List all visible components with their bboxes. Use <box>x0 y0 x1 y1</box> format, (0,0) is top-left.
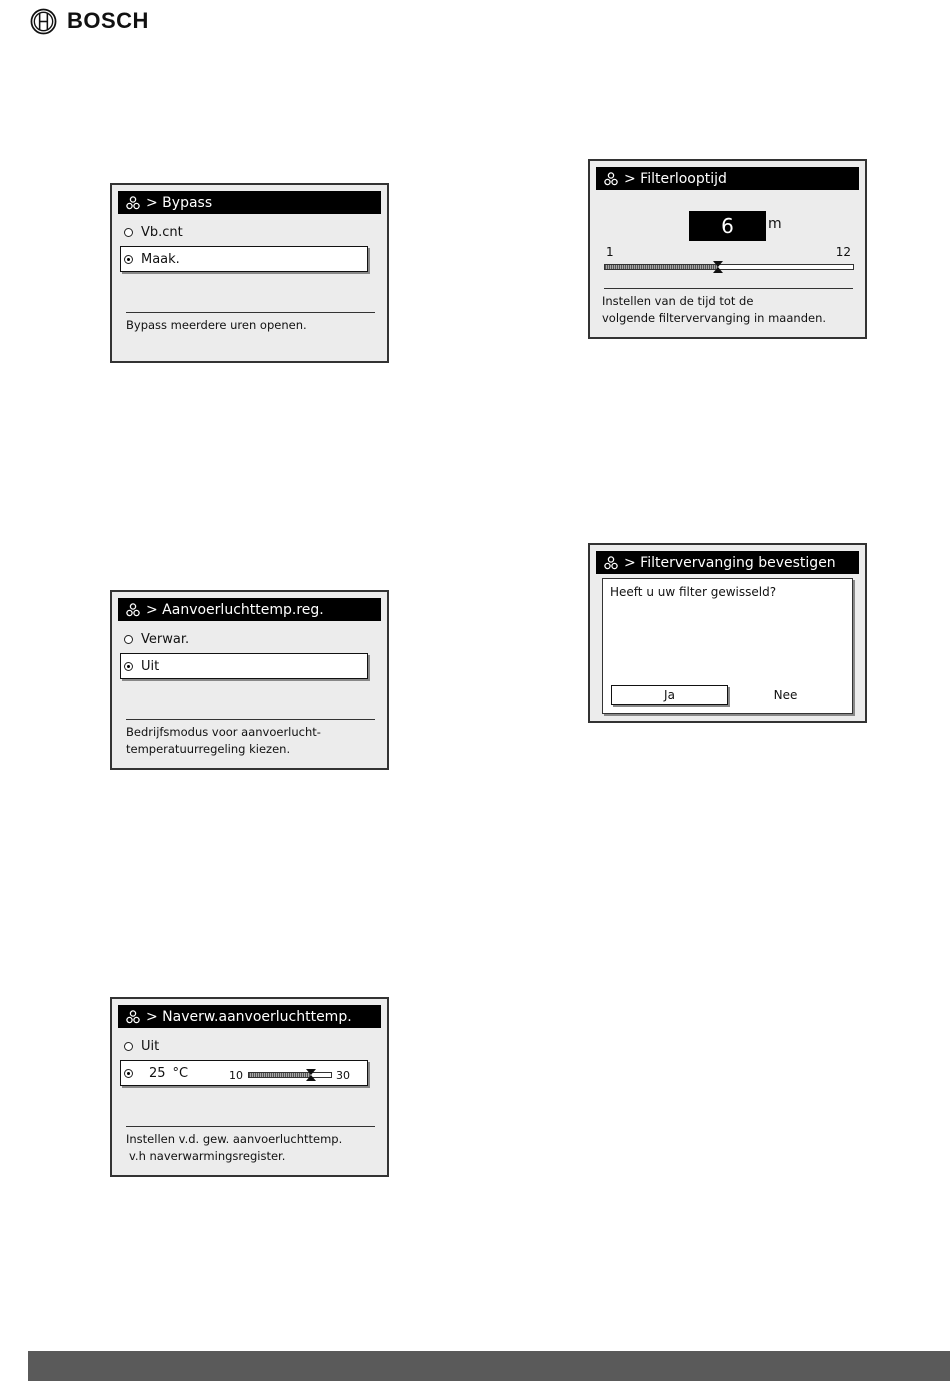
radio-selected-icon <box>124 255 133 264</box>
screen-title-bar <box>118 191 381 214</box>
description-line-2: temperatuurregeling kiezen. <box>126 742 291 756</box>
divider <box>126 719 375 720</box>
screen-title-bar <box>596 167 859 190</box>
divider <box>604 288 853 289</box>
option-uit[interactable] <box>124 659 159 674</box>
option-label: Verwar. <box>141 632 190 647</box>
slider-fill <box>249 1073 311 1077</box>
option-label: Uit <box>141 659 160 674</box>
slider-max-label: 12 <box>835 245 851 259</box>
fan-icon <box>126 196 140 210</box>
brand-logo <box>30 6 149 36</box>
description-line-2: v.h naverwarmingsregister. <box>129 1149 286 1163</box>
page-footer-bar <box>28 1351 950 1381</box>
screen-description <box>126 1131 379 1165</box>
divider <box>126 1126 375 1127</box>
description-line-1: Instellen van de tijd tot de <box>602 294 754 308</box>
slider-min-label: 10 <box>229 1069 243 1082</box>
value-display[interactable]: 6 <box>689 211 766 241</box>
supply-temp-screen <box>110 590 389 770</box>
screen-title-bar <box>596 551 859 574</box>
radio-unselected-icon <box>124 228 133 237</box>
no-button[interactable]: Nee <box>773 688 798 702</box>
option-maak[interactable] <box>124 252 180 267</box>
filter-confirm-screen <box>588 543 867 723</box>
option-label: Vb.cnt <box>141 225 183 240</box>
bypass-screen <box>110 183 389 363</box>
dialog-question: Heeft u uw filter gewisseld? <box>610 585 777 599</box>
slider-thumb-icon[interactable] <box>713 261 723 273</box>
slider-fill <box>605 265 718 269</box>
screen-title: > Filterlooptijd <box>624 170 727 187</box>
setpoint-slider[interactable] <box>248 1072 332 1078</box>
option-uit[interactable] <box>124 1039 159 1054</box>
runtime-slider[interactable] <box>604 264 854 270</box>
brand-name: BOSCH <box>67 8 149 33</box>
radio-selected-icon <box>124 662 133 671</box>
divider <box>126 312 375 313</box>
description-line-2: volgende filtervervanging in maanden. <box>602 311 827 325</box>
radio-unselected-icon <box>124 1042 133 1051</box>
description-line-1: Instellen v.d. gew. aanvoerluchttemp. <box>126 1132 343 1146</box>
dialog-box <box>602 578 853 714</box>
value-unit: m <box>768 216 782 232</box>
screen-description <box>126 724 379 758</box>
radio-unselected-icon <box>124 635 133 644</box>
slider-min-label: 1 <box>606 245 614 259</box>
option-setpoint[interactable] <box>124 1066 188 1081</box>
setpoint-value: 25 <box>149 1066 166 1081</box>
screen-description: Bypass meerdere uren openen. <box>126 318 307 332</box>
fan-icon <box>604 172 618 186</box>
post-heat-screen <box>110 997 389 1177</box>
fan-icon <box>604 556 618 570</box>
bosch-armature-icon <box>30 8 57 35</box>
screen-title-bar <box>118 598 381 621</box>
option-verwar[interactable] <box>124 632 189 647</box>
option-label: Uit <box>141 1039 160 1054</box>
setpoint-unit: °C <box>172 1066 189 1081</box>
radio-selected-icon <box>124 1069 133 1078</box>
yes-button[interactable]: Ja <box>611 685 728 705</box>
screen-title: > Bypass <box>146 194 213 211</box>
fan-icon <box>126 1010 140 1024</box>
fan-icon <box>126 603 140 617</box>
description-line-1: Bedrijfsmodus voor aanvoerlucht- <box>126 725 321 739</box>
screen-title-bar <box>118 1005 381 1028</box>
screen-description <box>602 293 857 327</box>
slider-thumb-icon[interactable] <box>306 1069 316 1081</box>
slider-max-label: 30 <box>336 1069 350 1082</box>
option-vb-cnt[interactable] <box>124 225 183 240</box>
screen-title: > Filtervervanging bevestigen <box>624 554 836 571</box>
filter-runtime-screen <box>588 159 867 339</box>
screen-title: > Naverw.aanvoerluchttemp. <box>146 1008 352 1025</box>
screen-title: > Aanvoerluchttemp.reg. <box>146 601 324 618</box>
option-label: Maak. <box>141 252 180 267</box>
